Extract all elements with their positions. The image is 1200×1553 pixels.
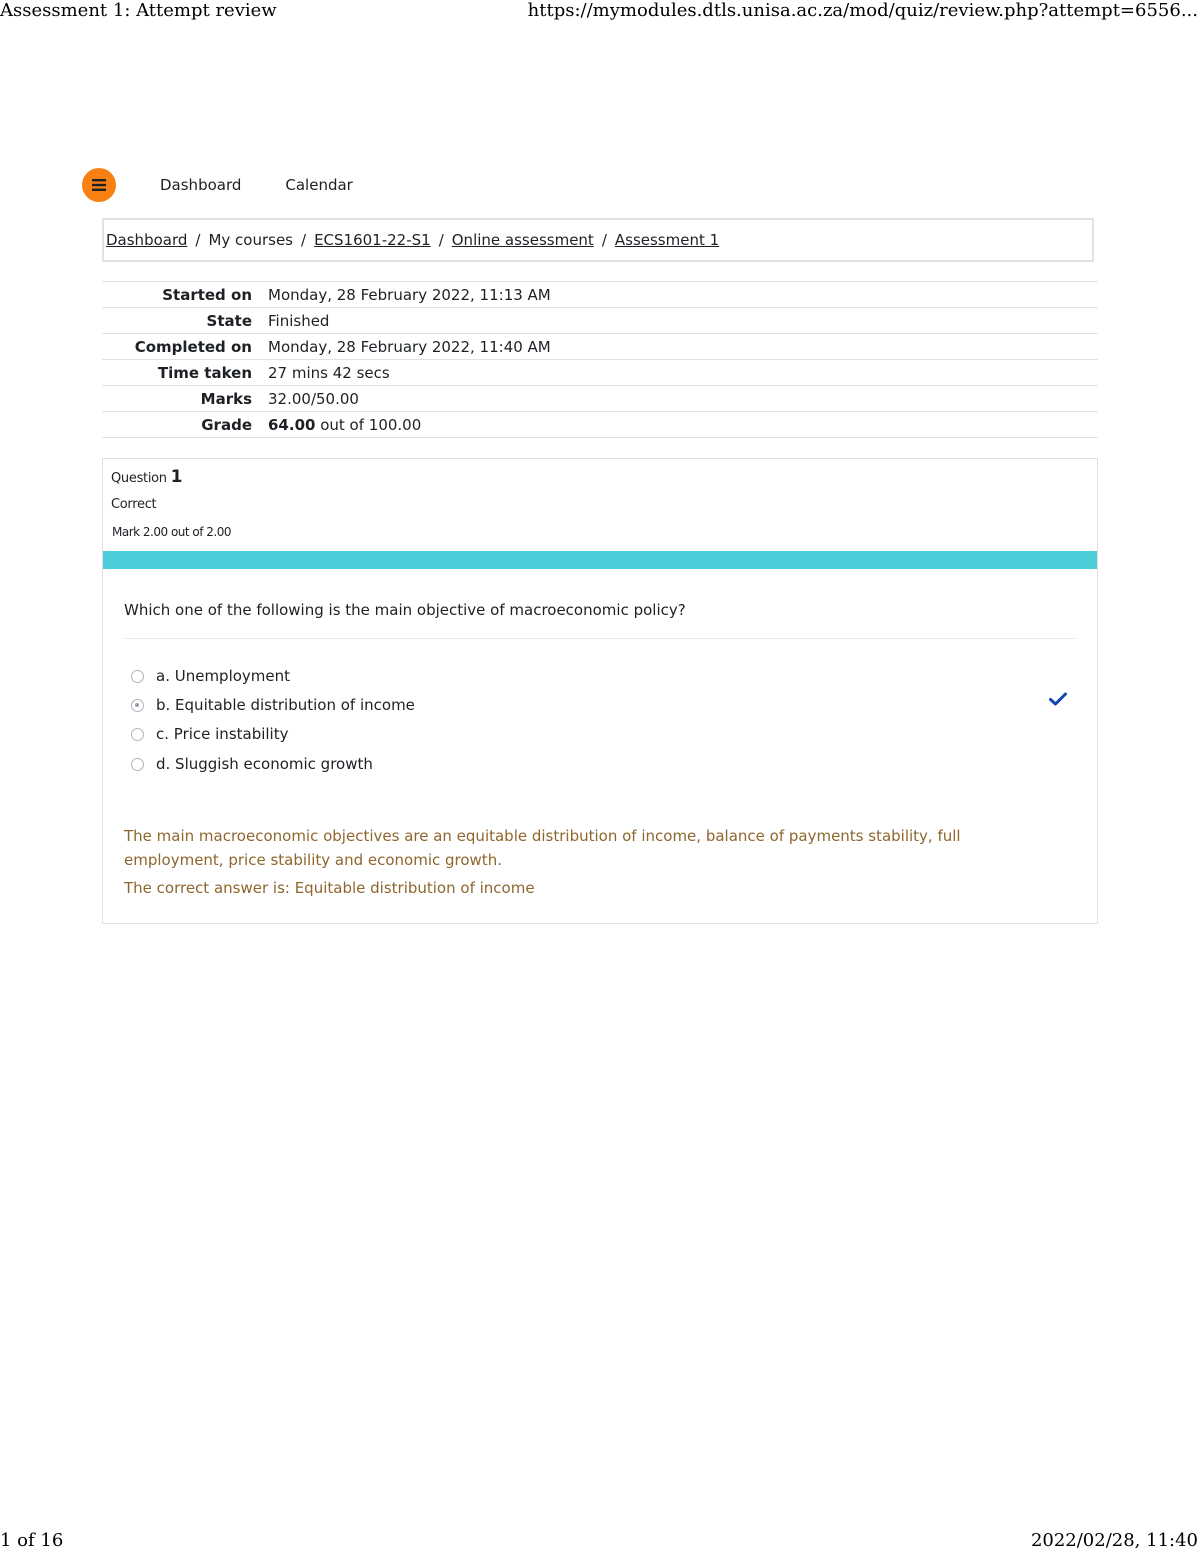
summary-value: 27 mins 42 secs [268, 363, 390, 382]
summary-row-state [102, 308, 1098, 334]
question-text: Which one of the following is the main objective of macroeconomic policy? [124, 601, 686, 619]
radio-button[interactable] [131, 670, 144, 683]
breadcrumb-online-assessment[interactable]: Online assessment [451, 231, 594, 249]
breadcrumb-separator: / [601, 231, 607, 249]
correct-check-icon [1049, 692, 1067, 706]
right-answer-feedback: The correct answer is: Equitable distribution of income [124, 879, 535, 897]
print-page-url: https://mymodules.dtls.unisa.ac.za/mod/quiz/review.php?attempt=6556... [527, 0, 1198, 21]
nav-calendar-link[interactable]: Calendar [285, 176, 353, 194]
radio-button[interactable] [131, 728, 144, 741]
nav-dashboard-link[interactable]: Dashboard [160, 176, 242, 194]
summary-label: Grade [201, 415, 252, 434]
question-status: Correct [111, 497, 157, 512]
summary-value: Finished [268, 311, 330, 330]
summary-value [268, 412, 1098, 438]
summary-label: Time taken [157, 363, 252, 382]
summary-row-marks [102, 386, 1098, 412]
breadcrumb-separator: / [195, 231, 201, 249]
answer-label: a. Unemployment [156, 667, 291, 685]
hamburger-menu-icon [92, 179, 106, 191]
top-navbar [82, 168, 353, 202]
question-number-value: 1 [170, 467, 183, 487]
summary-label: Started on [162, 285, 252, 304]
answer-label: b. Equitable distribution of income [156, 696, 415, 714]
summary-value: Monday, 28 February 2022, 11:40 AM [268, 337, 551, 356]
question-number [111, 467, 182, 487]
general-feedback: The main macroeconomic objectives are an equitable distribution of income, balance of payments stability, full employment, price stability and economic growth. [124, 827, 961, 869]
grade-out-of: out of 100.00 [315, 415, 422, 434]
answer-option-d[interactable] [131, 755, 373, 773]
answer-option-a[interactable] [131, 667, 290, 685]
answer-label: c. Price instability [156, 725, 289, 743]
grade-value: 64.00 [268, 415, 316, 434]
print-page-number: 1 of 16 [0, 1530, 64, 1551]
summary-row-time-taken [102, 360, 1098, 386]
breadcrumb-assessment[interactable]: Assessment 1 [614, 231, 720, 249]
breadcrumb-dashboard[interactable]: Dashboard [106, 231, 188, 249]
radio-button-selected[interactable] [131, 699, 144, 712]
summary-row-completed [102, 334, 1098, 360]
breadcrumb [102, 218, 1094, 262]
question-block [102, 458, 1098, 924]
question-mark: Mark 2.00 out of 2.00 [112, 525, 232, 539]
breadcrumb-course[interactable]: ECS1601-22-S1 [314, 231, 431, 249]
summary-label: State [206, 311, 252, 330]
print-page-title: Assessment 1: Attempt review [0, 0, 277, 21]
breadcrumb-separator: / [301, 231, 307, 249]
summary-row-grade [102, 412, 1098, 438]
summary-value: 32.00/50.00 [268, 389, 359, 408]
summary-label: Marks [200, 389, 252, 408]
summary-row-started [102, 282, 1098, 308]
question-label: Question [111, 471, 167, 486]
breadcrumb-separator: / [438, 231, 444, 249]
answer-option-b[interactable] [131, 696, 415, 714]
summary-label: Completed on [134, 337, 252, 356]
radio-button[interactable] [131, 758, 144, 771]
answer-option-c[interactable] [131, 725, 289, 743]
attempt-summary-table [102, 281, 1098, 438]
print-datetime: 2022/02/28, 11:40 [1030, 1530, 1198, 1551]
summary-value: Monday, 28 February 2022, 11:13 AM [268, 285, 551, 304]
divider [124, 638, 1076, 639]
question-header-bar [103, 551, 1097, 569]
menu-button[interactable] [82, 168, 116, 202]
answer-label: d. Sluggish economic growth [156, 755, 373, 773]
breadcrumb-my-courses: My courses [208, 231, 293, 249]
